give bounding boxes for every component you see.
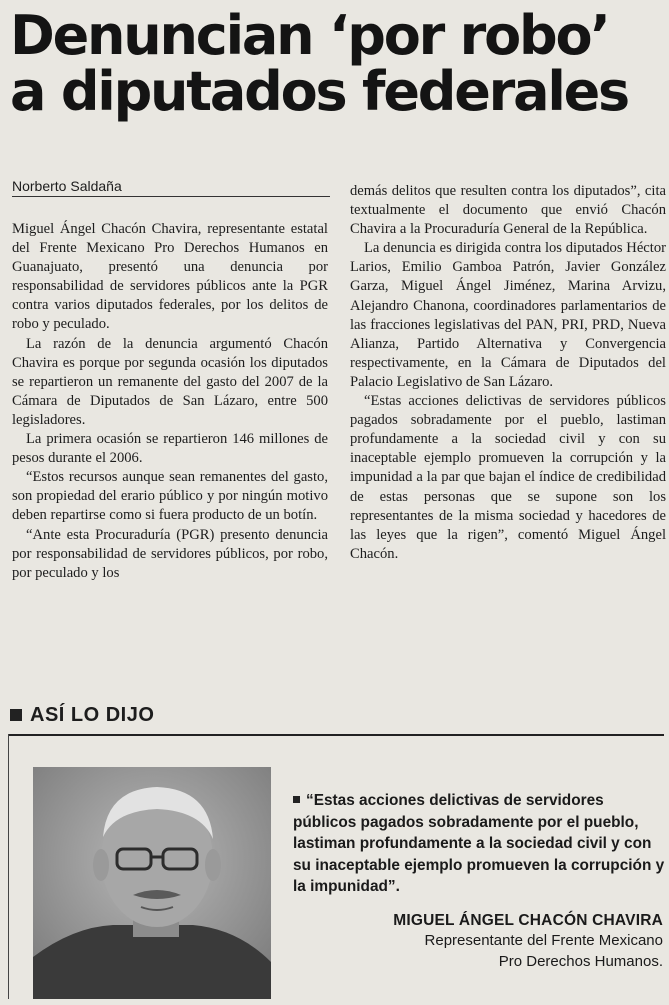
square-bullet-icon	[293, 796, 300, 803]
portrait-illustration	[33, 767, 271, 999]
author-role-line-2: Pro Derechos Humanos.	[498, 953, 663, 970]
article-column-1	[12, 220, 328, 583]
headline	[10, 4, 665, 123]
quote-attribution	[393, 912, 663, 972]
paragraph: “Estos recursos aunque sean remanentes del gasto, son propiedad del erario público y por ningún motivo deben repartirse como si fuera producto de un botín.	[12, 469, 328, 524]
portrait-photo	[33, 767, 271, 999]
headline-line-1: Denuncian ‘por robo’	[10, 4, 609, 67]
paragraph: La denuncia es dirigida contra los diputados Héctor Larios, Emilio Gamboa Patrón, Javier González Garza, Miguel Ángel Jiménez, Marina Arvizu, Alejandro Chanona, coordinadores parlamentarios de las fracciones legislativas del PAN, PRI, PRD, Nueva Alianza, Partido Alternativa y Convergencia respectivamente, en la Cámara de Diputados del Palacio Legislativo de San Lázaro.	[350, 240, 666, 390]
square-bullet-icon	[10, 709, 22, 721]
author-role-line-1: Representante del Frente Mexicano	[424, 932, 663, 949]
paragraph: “Ante esta Procuraduría (PGR) presento denuncia por responsabilidad de servidores públicos, por robo, por peculado y los	[12, 526, 328, 581]
sidebar-header	[8, 704, 664, 736]
pull-quote-text: “Estas acciones delictivas de servidores públicos pagados sobradamente por el pueblo, lastiman profundamente a la sociedad civil y con su inaceptable ejemplo promueven la corrupción y la impunidad”.	[293, 792, 665, 895]
paragraph: La razón de la denuncia argumentó Chacón Chavira es porque por segunda ocasión los diputados se repartieron un remanente del gasto del 2007 de la Cámara de Diputados de San Lázaro, entre 500 legisladores.	[12, 335, 328, 428]
paragraph: La primera ocasión se repartieron 146 millones de pesos durante el 2006.	[12, 431, 328, 467]
byline: Norberto Saldaña	[12, 178, 330, 197]
paragraph: “Estas acciones delictivas de servidores públicos pagados sobradamente por el pueblo, lastiman profundamente a la sociedad civil y con su inaceptable ejemplo promueven la corrupción y la impunidad a la par que bajan el índice de credibilidad de estas personas que se supone son los representantes de la misma sociedad y hacedores de las leyes que la rigen”, comentó Miguel Ángel Chacón.	[350, 393, 666, 562]
paragraph: Miguel Ángel Chacón Chavira, representante estatal del Frente Mexicano Pro Derechos Humanos en Guanajuato, presentó una denuncia por responsabilidad de servidores públicos ante la PGR contra varios diputados federales, por los delitos de robo y peculado.	[12, 221, 328, 333]
article-column-2	[350, 182, 666, 564]
author-name: MIGUEL ÁNGEL CHACÓN CHAVIRA	[393, 912, 663, 929]
sidebar-rule	[8, 734, 9, 999]
sidebar-title: ASÍ LO DIJO	[30, 704, 155, 726]
pull-quote	[293, 790, 665, 898]
paragraph: demás delitos que resulten contra los diputados”, cita textualmente el documento que envió Chacón Chavira a la Procuraduría General de la República.	[350, 183, 666, 238]
headline-line-2: a diputados federales	[10, 60, 628, 123]
